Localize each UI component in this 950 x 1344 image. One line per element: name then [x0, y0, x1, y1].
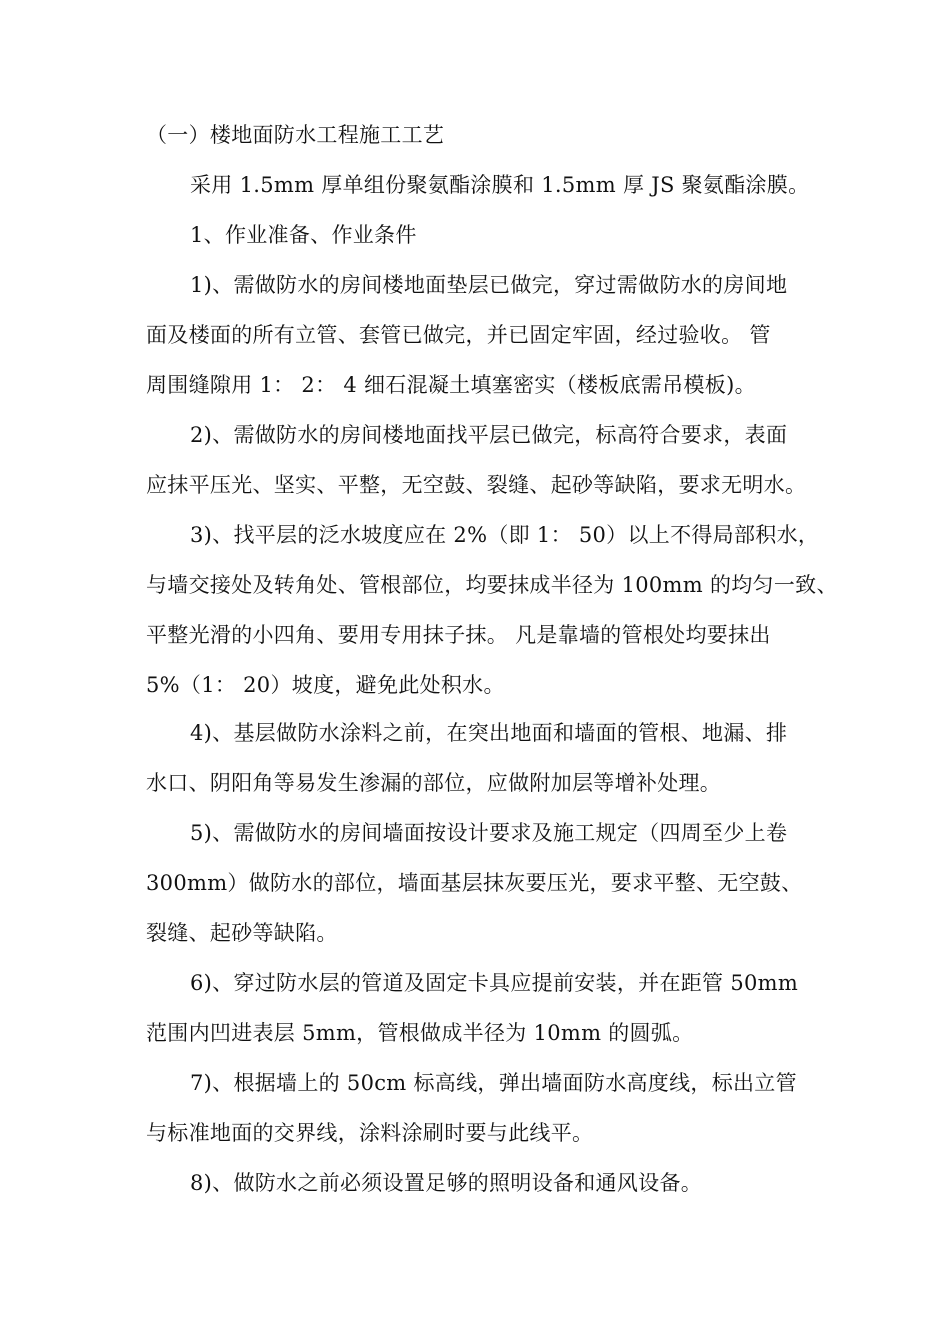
text-line: 8)、做防水之前必须设置足够的照明设备和通风设备。 [190, 1171, 703, 1195]
text-line: 300mm）做防水的部位，墙面基层抹灰要压光，要求平整、无空鼓、 [146, 871, 803, 895]
text-line: 范围内凹进表层 5mm，管根做成半径为 10mm 的圆弧。 [146, 1021, 694, 1045]
subsection-title: 1、作业准备、作业条件 [190, 223, 417, 247]
text-line: 与标准地面的交界线，涂料涂刷时要与此线平。 [146, 1121, 594, 1145]
text-line: 平整光滑的小四角、要用专用抹子抹。 凡是靠墙的管根处均要抹出 [146, 623, 771, 647]
text-line: 应抹平压光、坚实、平整，无空鼓、裂缝、起砂等缺陷，要求无明水。 [146, 473, 807, 497]
text-line: 6)、穿过防水层的管道及固定卡具应提前安装，并在距管 50mm [190, 971, 799, 995]
text-line: 5%（1： 20）坡度，避免此处积水。 [146, 673, 505, 697]
text-line: 3)、找平层的泛水坡度应在 2%（即 1： 50）以上不得局部积水， [190, 523, 820, 547]
text-line: 4)、基层做防水涂料之前，在突出地面和墙面的管根、地漏、排 [190, 721, 788, 745]
text-line: 7)、根据墙上的 50cm 标高线，弹出墙面防水高度线，标出立管 [190, 1071, 797, 1095]
text-line: 与墙交接处及转角处、管根部位，均要抹成半径为 100mm 的均匀一致、 [146, 573, 838, 597]
text-line: 2)、需做防水的房间楼地面找平层已做完，标高符合要求，表面 [190, 423, 788, 447]
text-line: 5)、需做防水的房间墙面按设计要求及施工规定（四周至少上卷 [190, 821, 788, 845]
section-title: （一）楼地面防水工程施工工艺 [146, 123, 445, 147]
text-line: 水口、阴阳角等易发生渗漏的部位，应做附加层等增补处理。 [146, 771, 722, 795]
text-line: 裂缝、起砂等缺陷。 [146, 921, 338, 945]
text-line: 面及楼面的所有立管、套管已做完，并已固定牢固，经过验收。 管 [146, 323, 771, 347]
text-line: 周围缝隙用 1： 2： 4 细石混凝土填塞密实（楼板底需吊模板)。 [146, 373, 756, 397]
text-line: 1)、需做防水的房间楼地面垫层已做完，穿过需做防水的房间地 [190, 273, 788, 297]
intro-paragraph: 采用 1.5mm 厚单组份聚氨酯涂膜和 1.5mm 厚 JS 聚氨酯涂膜。 [190, 173, 810, 197]
